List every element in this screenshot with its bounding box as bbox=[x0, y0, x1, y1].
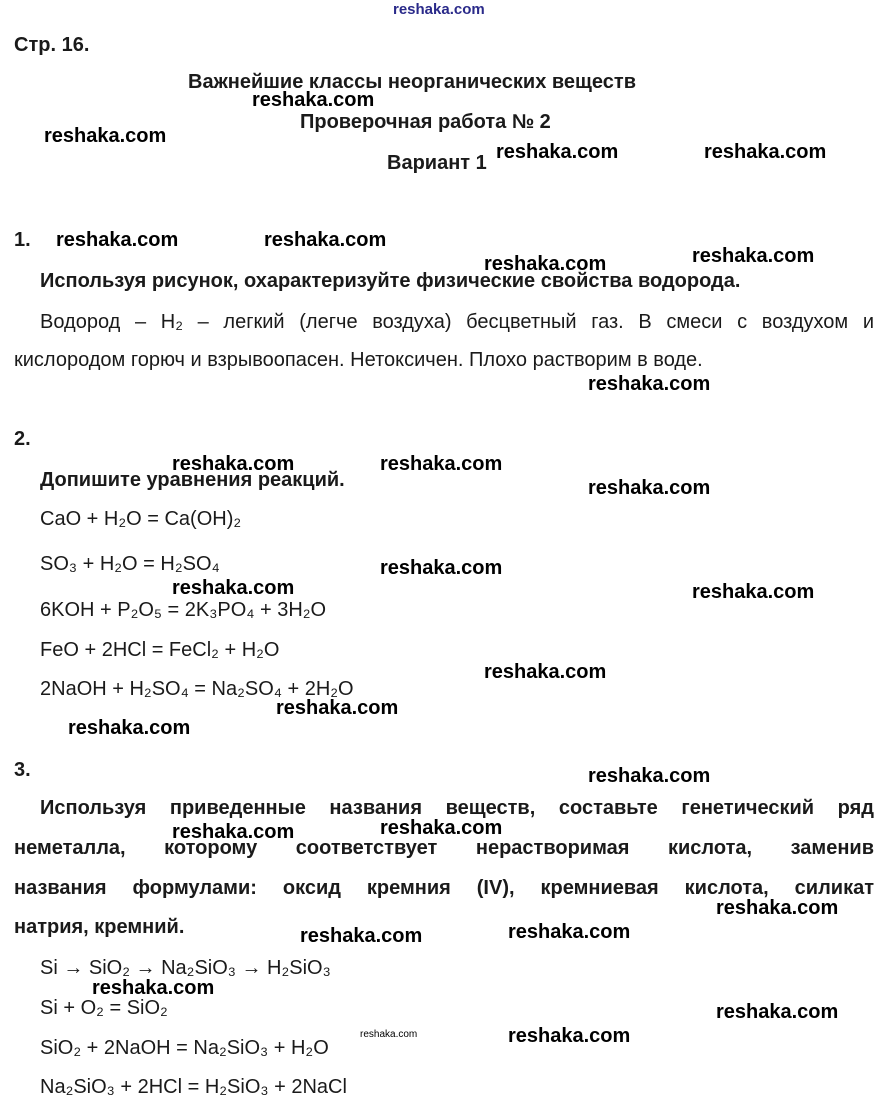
task1-answer-line1: Водород – H₂ – легкий (легче воздуха) бесцветный газ. В смеси с воздухом и bbox=[40, 311, 874, 333]
page-reference: Стр. 16. bbox=[14, 34, 90, 56]
watermark: reshaka.com bbox=[380, 557, 503, 579]
task3-number: 3. bbox=[14, 759, 31, 781]
task3-genetic-chain: Si → SiO₂ → Na₂SiO₃ → H₂SiO₃ bbox=[40, 957, 331, 979]
watermark: reshaka.com bbox=[588, 373, 711, 395]
work-subtitle: Проверочная работа № 2 bbox=[300, 111, 551, 133]
watermark: reshaka.com bbox=[56, 229, 179, 251]
watermark: reshaka.com bbox=[588, 765, 711, 787]
watermark: reshaka.com bbox=[92, 977, 215, 999]
watermark: reshaka.com bbox=[300, 925, 423, 947]
page-title: Важнейшие классы неорганических веществ bbox=[188, 71, 636, 93]
task2-equation-2: SO₃ + H₂O = H₂SO₄ bbox=[40, 553, 220, 575]
task1-answer-line2: кислородом горюч и взрывоопасен. Нетоксичен. Плохо растворим в воде. bbox=[14, 349, 703, 371]
variant-label: Вариант 1 bbox=[387, 152, 487, 174]
watermark: reshaka.com bbox=[692, 581, 815, 603]
watermark: reshaka.com bbox=[264, 229, 387, 251]
watermark: reshaka.com bbox=[172, 821, 295, 843]
task2-equation-5: 2NaOH + H₂SO₄ = Na₂SO₄ + 2H₂O bbox=[40, 678, 354, 700]
task3-equation-2: SiO₂ + 2NaOH = Na₂SiO₃ + H₂O bbox=[40, 1037, 329, 1059]
watermark: reshaka.com bbox=[716, 1001, 839, 1023]
task2-equation-4: FeO + 2HCl = FeCl₂ + H₂O bbox=[40, 639, 280, 661]
watermark: reshaka.com bbox=[68, 717, 191, 739]
watermark: reshaka.com bbox=[172, 453, 295, 475]
watermark: reshaka.com bbox=[588, 477, 711, 499]
watermark: reshaka.com bbox=[172, 577, 295, 599]
watermark: reshaka.com bbox=[484, 661, 607, 683]
watermark: reshaka.com bbox=[276, 697, 399, 719]
task3-question-line2: неметалла, которому соответствует нерастворимая кислота, заменив bbox=[14, 837, 874, 859]
watermark: reshaka.com bbox=[496, 141, 619, 163]
task3-equation-3: Na₂SiO₃ + 2HCl = H₂SiO₃ + 2NaCl bbox=[40, 1076, 347, 1098]
task3-question-line1: Используя приведенные названия веществ, составьте генетический ряд bbox=[40, 797, 874, 819]
task2-equation-3: 6KOH + P₂O₅ = 2K₃PO₄ + 3H₂O bbox=[40, 599, 327, 621]
task3-equation-1: Si + O₂ = SiO₂ bbox=[40, 997, 168, 1019]
task3-question-line3: названия формулами: оксид кремния (IV), кремниевая кислота, силикат bbox=[14, 877, 874, 899]
watermark: reshaka.com bbox=[44, 125, 167, 147]
watermark: reshaka.com bbox=[252, 89, 375, 111]
watermark: reshaka.com bbox=[704, 141, 827, 163]
watermark: reshaka.com bbox=[508, 921, 631, 943]
watermark-top: reshaka.com bbox=[393, 1, 485, 18]
task2-equation-1: CaO + H₂O = Ca(OH)₂ bbox=[40, 508, 242, 530]
watermark: reshaka.com bbox=[692, 245, 815, 267]
watermark: reshaka.com bbox=[508, 1025, 631, 1047]
task2-question: Допишите уравнения реакций. bbox=[40, 469, 345, 491]
task1-question: Используя рисунок, охарактеризуйте физические свойства водорода. bbox=[40, 270, 741, 292]
watermark: reshaka.com bbox=[716, 897, 839, 919]
watermark: reshaka.com bbox=[380, 817, 503, 839]
watermark: reshaka.com bbox=[380, 453, 503, 475]
watermark-small: reshaka.com bbox=[360, 1029, 418, 1040]
task3-question-line4: натрия, кремний. bbox=[14, 916, 185, 938]
task1-number: 1. bbox=[14, 229, 31, 251]
task2-number: 2. bbox=[14, 428, 31, 450]
watermark: reshaka.com bbox=[484, 253, 607, 275]
